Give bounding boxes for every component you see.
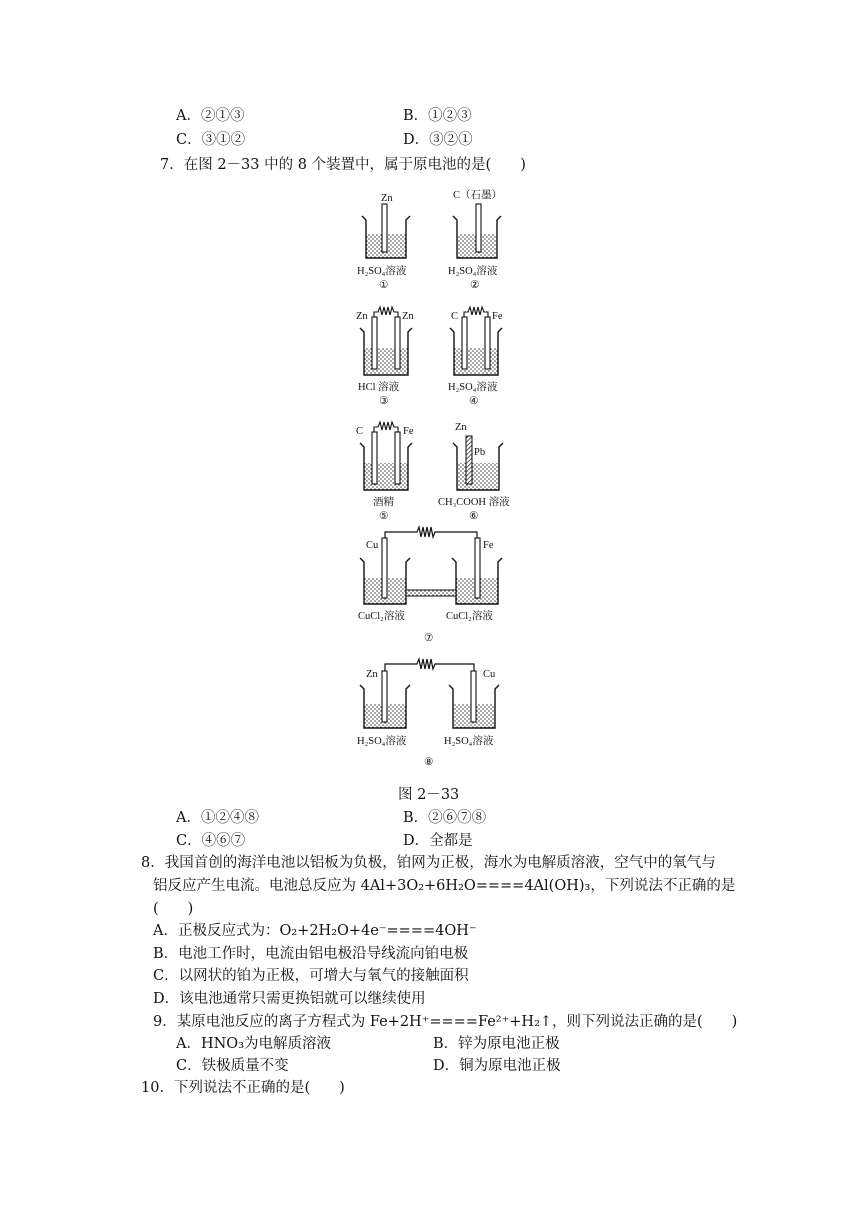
- d5-right-label: Fe: [403, 426, 414, 437]
- d4-number: ④: [469, 396, 479, 407]
- d8-right-solution-label: H₂SO₄溶液: [444, 736, 494, 747]
- d6-solution-label: CH₃COOH 溶液: [438, 497, 510, 508]
- q9-option-a: A．HNO₃为电解质溶液: [176, 1036, 332, 1052]
- d7-salt-bridge: [406, 590, 456, 596]
- d4-right-label: Fe: [492, 311, 503, 322]
- q7-option-c: C．④⑥⑦: [176, 833, 246, 849]
- d5-resistor-wire: [374, 422, 398, 432]
- d7-external-wire: [385, 527, 477, 538]
- device-3: [356, 307, 414, 407]
- q10-stem: 10．下列说法不正确的是( ): [141, 1080, 345, 1096]
- d1-number: ①: [379, 280, 389, 291]
- d8-external-wire: [385, 659, 474, 671]
- d6-zn-pb-electrode: [466, 436, 472, 484]
- d3-left-electrode: [372, 317, 377, 369]
- d2-number: ②: [470, 280, 480, 291]
- q7-option-b: B．②⑥⑦⑧: [403, 810, 487, 826]
- d5-left-label: C: [356, 426, 364, 437]
- device-4: [448, 307, 503, 407]
- d8-left-label: Zn: [366, 669, 378, 680]
- d7-left-solution-label: CuCl₂溶液: [358, 611, 405, 622]
- figure-2-33: [340, 182, 530, 774]
- q9-option-c: C．铁极质量不变: [176, 1058, 289, 1074]
- q6-option-c: C．③①②: [176, 132, 246, 148]
- d2-electrode-label: C（石墨）: [453, 190, 503, 201]
- d1-zn-electrode: [382, 204, 387, 252]
- d7-right-label: Fe: [483, 540, 494, 551]
- d3-number: ③: [379, 396, 389, 407]
- d3-solution-fill: [364, 348, 408, 375]
- d5-c-electrode: [372, 432, 377, 484]
- d4-left-label: C: [451, 311, 459, 322]
- device-1: [357, 193, 410, 291]
- d8-right-label: Cu: [483, 669, 496, 680]
- d5-number: ⑤: [379, 511, 389, 522]
- device-5: [356, 422, 414, 522]
- d6-right-label: Pb: [474, 447, 486, 458]
- d7-fe-electrode: [475, 538, 480, 598]
- d1-electrode-label: Zn: [381, 193, 393, 204]
- device-8: [357, 659, 499, 768]
- q6-option-b: B．①②③: [403, 108, 472, 124]
- d5-solution-fill: [364, 463, 408, 490]
- d3-left-label: Zn: [356, 311, 368, 322]
- d4-c-electrode: [462, 317, 467, 369]
- device-6: [438, 422, 510, 522]
- q8-stem-line2: 铝反应产生电流。电池总反应为 4Al+3O₂+6H₂O====4Al(OH)₃，下列说法不正确的是: [153, 878, 736, 894]
- d8-zn-electrode: [382, 671, 387, 722]
- d6-solution-fill: [457, 463, 499, 490]
- q7-option-d: D．全都是: [403, 833, 473, 849]
- d8-number: ⑧: [424, 757, 434, 768]
- q6-option-a: A．②①③: [176, 108, 245, 124]
- d2-graphite-electrode: [476, 204, 481, 252]
- d7-number: ⑦: [424, 633, 434, 644]
- d2-solution-label: H₂SO₄溶液: [448, 266, 498, 277]
- d5-solution-label: 酒精: [373, 497, 394, 508]
- d6-number: ⑥: [469, 511, 479, 522]
- d4-resistor-wire: [464, 307, 488, 317]
- d7-cu-electrode: [382, 538, 387, 598]
- d4-solution-label: H₂SO₄溶液: [448, 382, 498, 393]
- device-7: [358, 527, 502, 644]
- q8-stem-line3: ( ): [153, 901, 194, 917]
- q7-option-a: A．①②④⑧: [176, 810, 259, 826]
- d1-solution-label: H₂SO₄溶液: [357, 266, 407, 277]
- d3-resistor-wire: [374, 307, 398, 317]
- q6-option-d: D．③②①: [403, 132, 473, 148]
- q9-stem: 9．某原电池反应的离子方程式为 Fe+2H⁺====Fe²⁺+H₂↑，则下列说法正确的是( ): [153, 1014, 738, 1030]
- d3-right-label: Zn: [402, 311, 414, 322]
- d5-fe-electrode: [395, 432, 400, 484]
- q8-option-d: D．该电池通常只需更换铝就可以继续使用: [153, 991, 426, 1007]
- q8-option-c: C．以网状的铂为正极，可增大与氧气的接触面积: [153, 968, 469, 984]
- d3-right-electrode: [395, 317, 400, 369]
- d8-left-solution-label: H₂SO₄溶液: [357, 736, 407, 747]
- d4-solution-fill: [454, 348, 498, 375]
- q8-option-a: A．正极反应式为：O₂+2H₂O+4e⁻====4OH⁻: [153, 923, 477, 939]
- d3-solution-label: HCl 溶液: [358, 382, 400, 393]
- q7-stem: 7．在图 2－33 中的 8 个装置中，属于原电池的是( ): [160, 157, 526, 173]
- device-2: [448, 189, 502, 291]
- d8-cu-electrode: [471, 671, 476, 722]
- d7-right-solution-label: CuCl₂溶液: [446, 611, 493, 622]
- d6-left-label: Zn: [455, 422, 467, 433]
- figure-caption: 图 2－33: [398, 787, 460, 803]
- q8-stem-line1: 8．我国首创的海洋电池以铝板为负极，铂网为正极，海水为电解质溶液，空气中的氧气与: [141, 855, 716, 871]
- d7-left-label: Cu: [366, 540, 379, 551]
- q8-option-b: B．电池工作时，电流由铝电极沿导线流向铂电极: [153, 946, 469, 962]
- q9-option-d: D．铜为原电池正极: [433, 1058, 561, 1074]
- d4-fe-electrode: [485, 317, 490, 369]
- q9-option-b: B．锌为原电池正极: [433, 1036, 560, 1052]
